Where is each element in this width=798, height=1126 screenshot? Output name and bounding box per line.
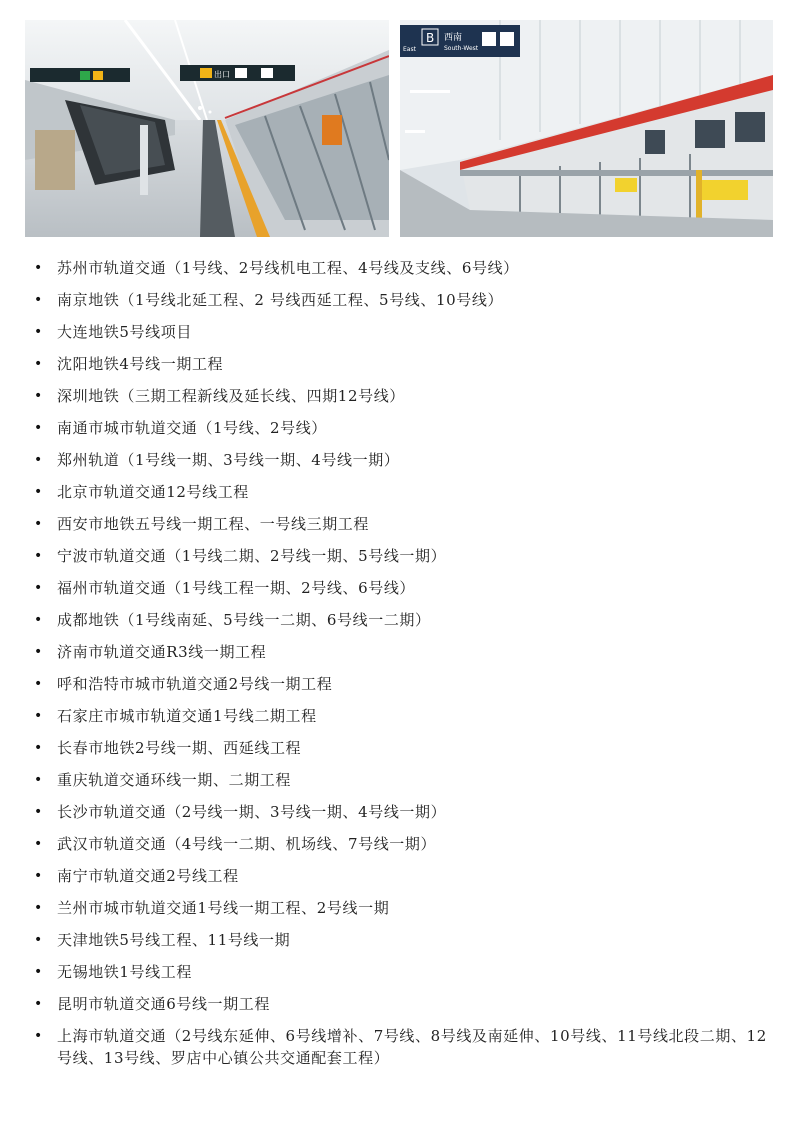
bullet-icon: • <box>34 548 43 564</box>
project-name: 郑州轨道（1号线一期、3号线一期、4号线一期） <box>57 451 400 469</box>
project-list-item <box>30 481 770 503</box>
project-list-item <box>30 545 770 567</box>
project-name: 济南市轨道交通R3线一期工程 <box>57 643 267 661</box>
sign-letter: B <box>426 31 435 45</box>
exit-sign-text: 出口 <box>214 70 230 79</box>
sign-english: South-West <box>444 45 479 52</box>
project-list-item <box>30 417 770 439</box>
bullet-icon: • <box>34 964 43 980</box>
project-list-item <box>30 641 770 663</box>
project-list-item <box>30 609 770 631</box>
project-name: 上海市轨道交通（2号线东延伸、6号线增补、7号线、8号线及南延伸、10号线、11号线北段二期、12号线、13号线、罗店中心镇公共交通配套工程） <box>57 1027 767 1067</box>
project-list-item <box>30 577 770 599</box>
bullet-icon: • <box>34 516 43 532</box>
bullet-icon: • <box>34 676 43 692</box>
bullet-icon: • <box>34 740 43 756</box>
east-sign-text: East <box>403 46 416 53</box>
project-list-item <box>30 801 770 823</box>
project-name: 西安市地铁五号线一期工程、一号线三期工程 <box>57 515 370 533</box>
project-name: 成都地铁（1号线南延、5号线一二期、6号线一二期） <box>57 611 431 629</box>
project-name: 大连地铁5号线项目 <box>57 323 192 341</box>
project-list <box>30 257 770 1079</box>
project-name: 兰州市城市轨道交通1号线一期工程、2号线一期 <box>57 899 390 917</box>
bullet-icon: • <box>34 900 43 916</box>
bullet-icon: • <box>34 612 43 628</box>
project-list-item <box>30 385 770 407</box>
project-list-item <box>30 1025 770 1069</box>
project-name: 长沙市轨道交通（2号线一期、3号线一期、4号线一期） <box>57 803 447 821</box>
bullet-icon: • <box>34 420 43 436</box>
bullet-icon: • <box>34 836 43 852</box>
project-name: 长春市地铁2号线一期、西延线工程 <box>57 739 302 757</box>
bullet-icon: • <box>34 1028 43 1044</box>
bullet-icon: • <box>34 260 43 276</box>
project-list-item <box>30 865 770 887</box>
project-list-item <box>30 737 770 759</box>
project-name: 深圳地铁（三期工程新线及延长线、四期12号线） <box>57 387 405 405</box>
project-name: 武汉市轨道交通（4号线一二期、机场线、7号线一期） <box>57 835 437 853</box>
bullet-icon: • <box>34 452 43 468</box>
bullet-icon: • <box>34 644 43 660</box>
project-list-item <box>30 289 770 311</box>
project-name: 北京市轨道交通12号线工程 <box>57 483 249 501</box>
project-list-item <box>30 449 770 471</box>
project-name: 石家庄市城市轨道交通1号线二期工程 <box>57 707 317 725</box>
project-list-item <box>30 321 770 343</box>
project-name: 南京地铁（1号线北延工程、2 号线西延工程、5号线、10号线） <box>57 291 504 309</box>
project-list-item <box>30 833 770 855</box>
project-list-item <box>30 673 770 695</box>
bullet-icon: • <box>34 708 43 724</box>
project-list-item <box>30 769 770 791</box>
project-list-item <box>30 961 770 983</box>
project-name: 呼和浩特市城市轨道交通2号线一期工程 <box>57 675 333 693</box>
project-list-item <box>30 993 770 1015</box>
platform-photo-left <box>25 20 389 237</box>
bullet-icon: • <box>34 932 43 948</box>
project-name: 天津地铁5号线工程、11号线一期 <box>57 931 291 949</box>
project-name: 沈阳地铁4号线一期工程 <box>57 355 224 373</box>
project-name: 苏州市轨道交通（1号线、2号线机电工程、4号线及支线、6号线） <box>57 259 519 277</box>
project-list-item <box>30 705 770 727</box>
project-name: 昆明市轨道交通6号线一期工程 <box>57 995 270 1013</box>
project-name: 无锡地铁1号线工程 <box>57 963 192 981</box>
project-list-item <box>30 353 770 375</box>
project-name: 南宁市轨道交通2号线工程 <box>57 867 239 885</box>
project-name: 重庆轨道交通环线一期、二期工程 <box>57 771 292 789</box>
platform-photo-right <box>400 20 773 237</box>
bullet-icon: • <box>34 484 43 500</box>
bullet-icon: • <box>34 324 43 340</box>
project-name: 宁波市轨道交通（1号线二期、2号线一期、5号线一期） <box>57 547 447 565</box>
bullet-icon: • <box>34 388 43 404</box>
bullet-icon: • <box>34 772 43 788</box>
photo-strip <box>25 20 773 237</box>
project-list-item <box>30 513 770 535</box>
project-list-item <box>30 257 770 279</box>
project-list-item <box>30 929 770 951</box>
platform-illustration-right <box>400 20 773 237</box>
project-name: 南通市城市轨道交通（1号线、2号线） <box>57 419 327 437</box>
bullet-icon: • <box>34 356 43 372</box>
project-list-item <box>30 897 770 919</box>
project-name: 福州市轨道交通（1号线工程一期、2号线、6号线） <box>57 579 416 597</box>
bullet-icon: • <box>34 292 43 308</box>
platform-illustration-left <box>25 20 389 237</box>
bullet-icon: • <box>34 804 43 820</box>
bullet-icon: • <box>34 868 43 884</box>
sign-chinese: 西南 <box>444 33 463 43</box>
bullet-icon: • <box>34 996 43 1012</box>
bullet-icon: • <box>34 580 43 596</box>
